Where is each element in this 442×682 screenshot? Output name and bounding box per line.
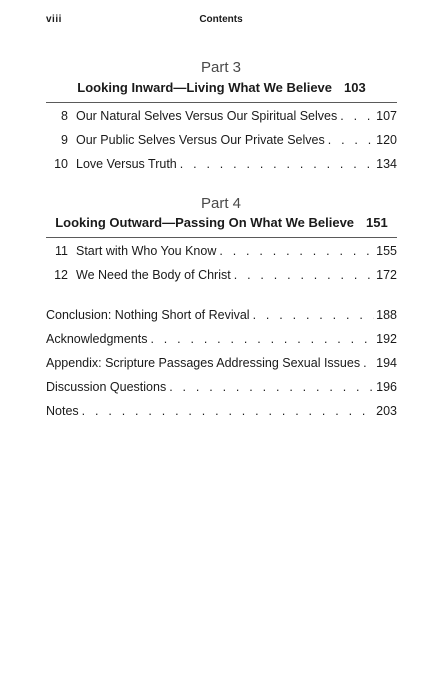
- chapter-title: Love Versus Truth: [76, 157, 177, 171]
- leader-dots: [82, 404, 374, 418]
- chapter-number: 10: [54, 157, 68, 171]
- chapter-10-entry[interactable]: [46, 157, 397, 175]
- leader-dots: [234, 268, 374, 282]
- leader-dots: [150, 332, 374, 346]
- chapter-number: 8: [61, 109, 68, 123]
- leader-dots: [219, 244, 374, 258]
- leader-dots: [180, 157, 374, 171]
- chapter-number: 11: [55, 244, 68, 258]
- chapter-page: 107: [376, 109, 397, 123]
- entry-title: Appendix: Scripture Passages Addressing Sexual Issues: [46, 356, 361, 370]
- back-matter-conclusion[interactable]: [46, 308, 397, 326]
- chapter-page: 172: [376, 268, 397, 282]
- part-3-divider: [46, 102, 397, 103]
- chapter-12-entry[interactable]: [46, 268, 397, 286]
- leader-dots: [340, 109, 374, 123]
- back-matter-appendix[interactable]: [46, 356, 397, 374]
- leader-dots: [328, 133, 374, 147]
- chapter-page: 155: [376, 244, 397, 258]
- entry-title: Acknowledgments: [46, 332, 148, 346]
- entry-page: 194: [376, 356, 397, 370]
- back-matter-discussion-questions[interactable]: [46, 380, 397, 398]
- entry-title: Conclusion: Nothing Short of Revival: [46, 308, 250, 322]
- leader-dots: [253, 308, 375, 322]
- back-matter-acknowledgments[interactable]: [46, 332, 397, 350]
- entry-title: Notes: [46, 404, 79, 418]
- chapter-11-entry[interactable]: [46, 244, 397, 262]
- part-4-page: 151: [366, 215, 388, 230]
- back-matter-notes[interactable]: [46, 404, 397, 422]
- entry-page: 192: [376, 332, 397, 346]
- entry-page: 196: [376, 380, 397, 394]
- part-3-title: [46, 80, 397, 95]
- chapter-9-entry[interactable]: [46, 133, 397, 151]
- leader-dots: [169, 380, 374, 394]
- leader-dots: [363, 356, 374, 370]
- chapter-title: Start with Who You Know: [76, 244, 217, 258]
- chapter-title: We Need the Body of Christ: [76, 268, 231, 282]
- part-4-title: [46, 215, 397, 230]
- running-header: Contents: [199, 14, 243, 25]
- part-4-label: Part 4: [200, 195, 242, 212]
- chapter-number: 9: [61, 133, 68, 147]
- part-4-title-text: Looking Outward—Passing On What We Believe: [55, 215, 355, 230]
- entry-page: 203: [376, 404, 397, 418]
- chapter-title: Our Public Selves Versus Our Private Selves: [76, 133, 325, 147]
- chapter-8-entry[interactable]: [46, 109, 397, 127]
- page-number: viii: [46, 14, 62, 25]
- part-3-title-text: Looking Inward—Living What We Believe: [77, 80, 333, 95]
- chapter-title: Our Natural Selves Versus Our Spiritual Selves: [76, 109, 338, 123]
- chapter-page: 134: [376, 157, 397, 171]
- chapter-number: 12: [54, 268, 68, 282]
- part-3-page: 103: [344, 80, 366, 95]
- chapter-page: 120: [376, 133, 397, 147]
- entry-title: Discussion Questions: [46, 380, 167, 394]
- part-4-divider: [46, 237, 397, 238]
- part-3-label: Part 3: [200, 59, 242, 76]
- entry-page: 188: [376, 308, 397, 322]
